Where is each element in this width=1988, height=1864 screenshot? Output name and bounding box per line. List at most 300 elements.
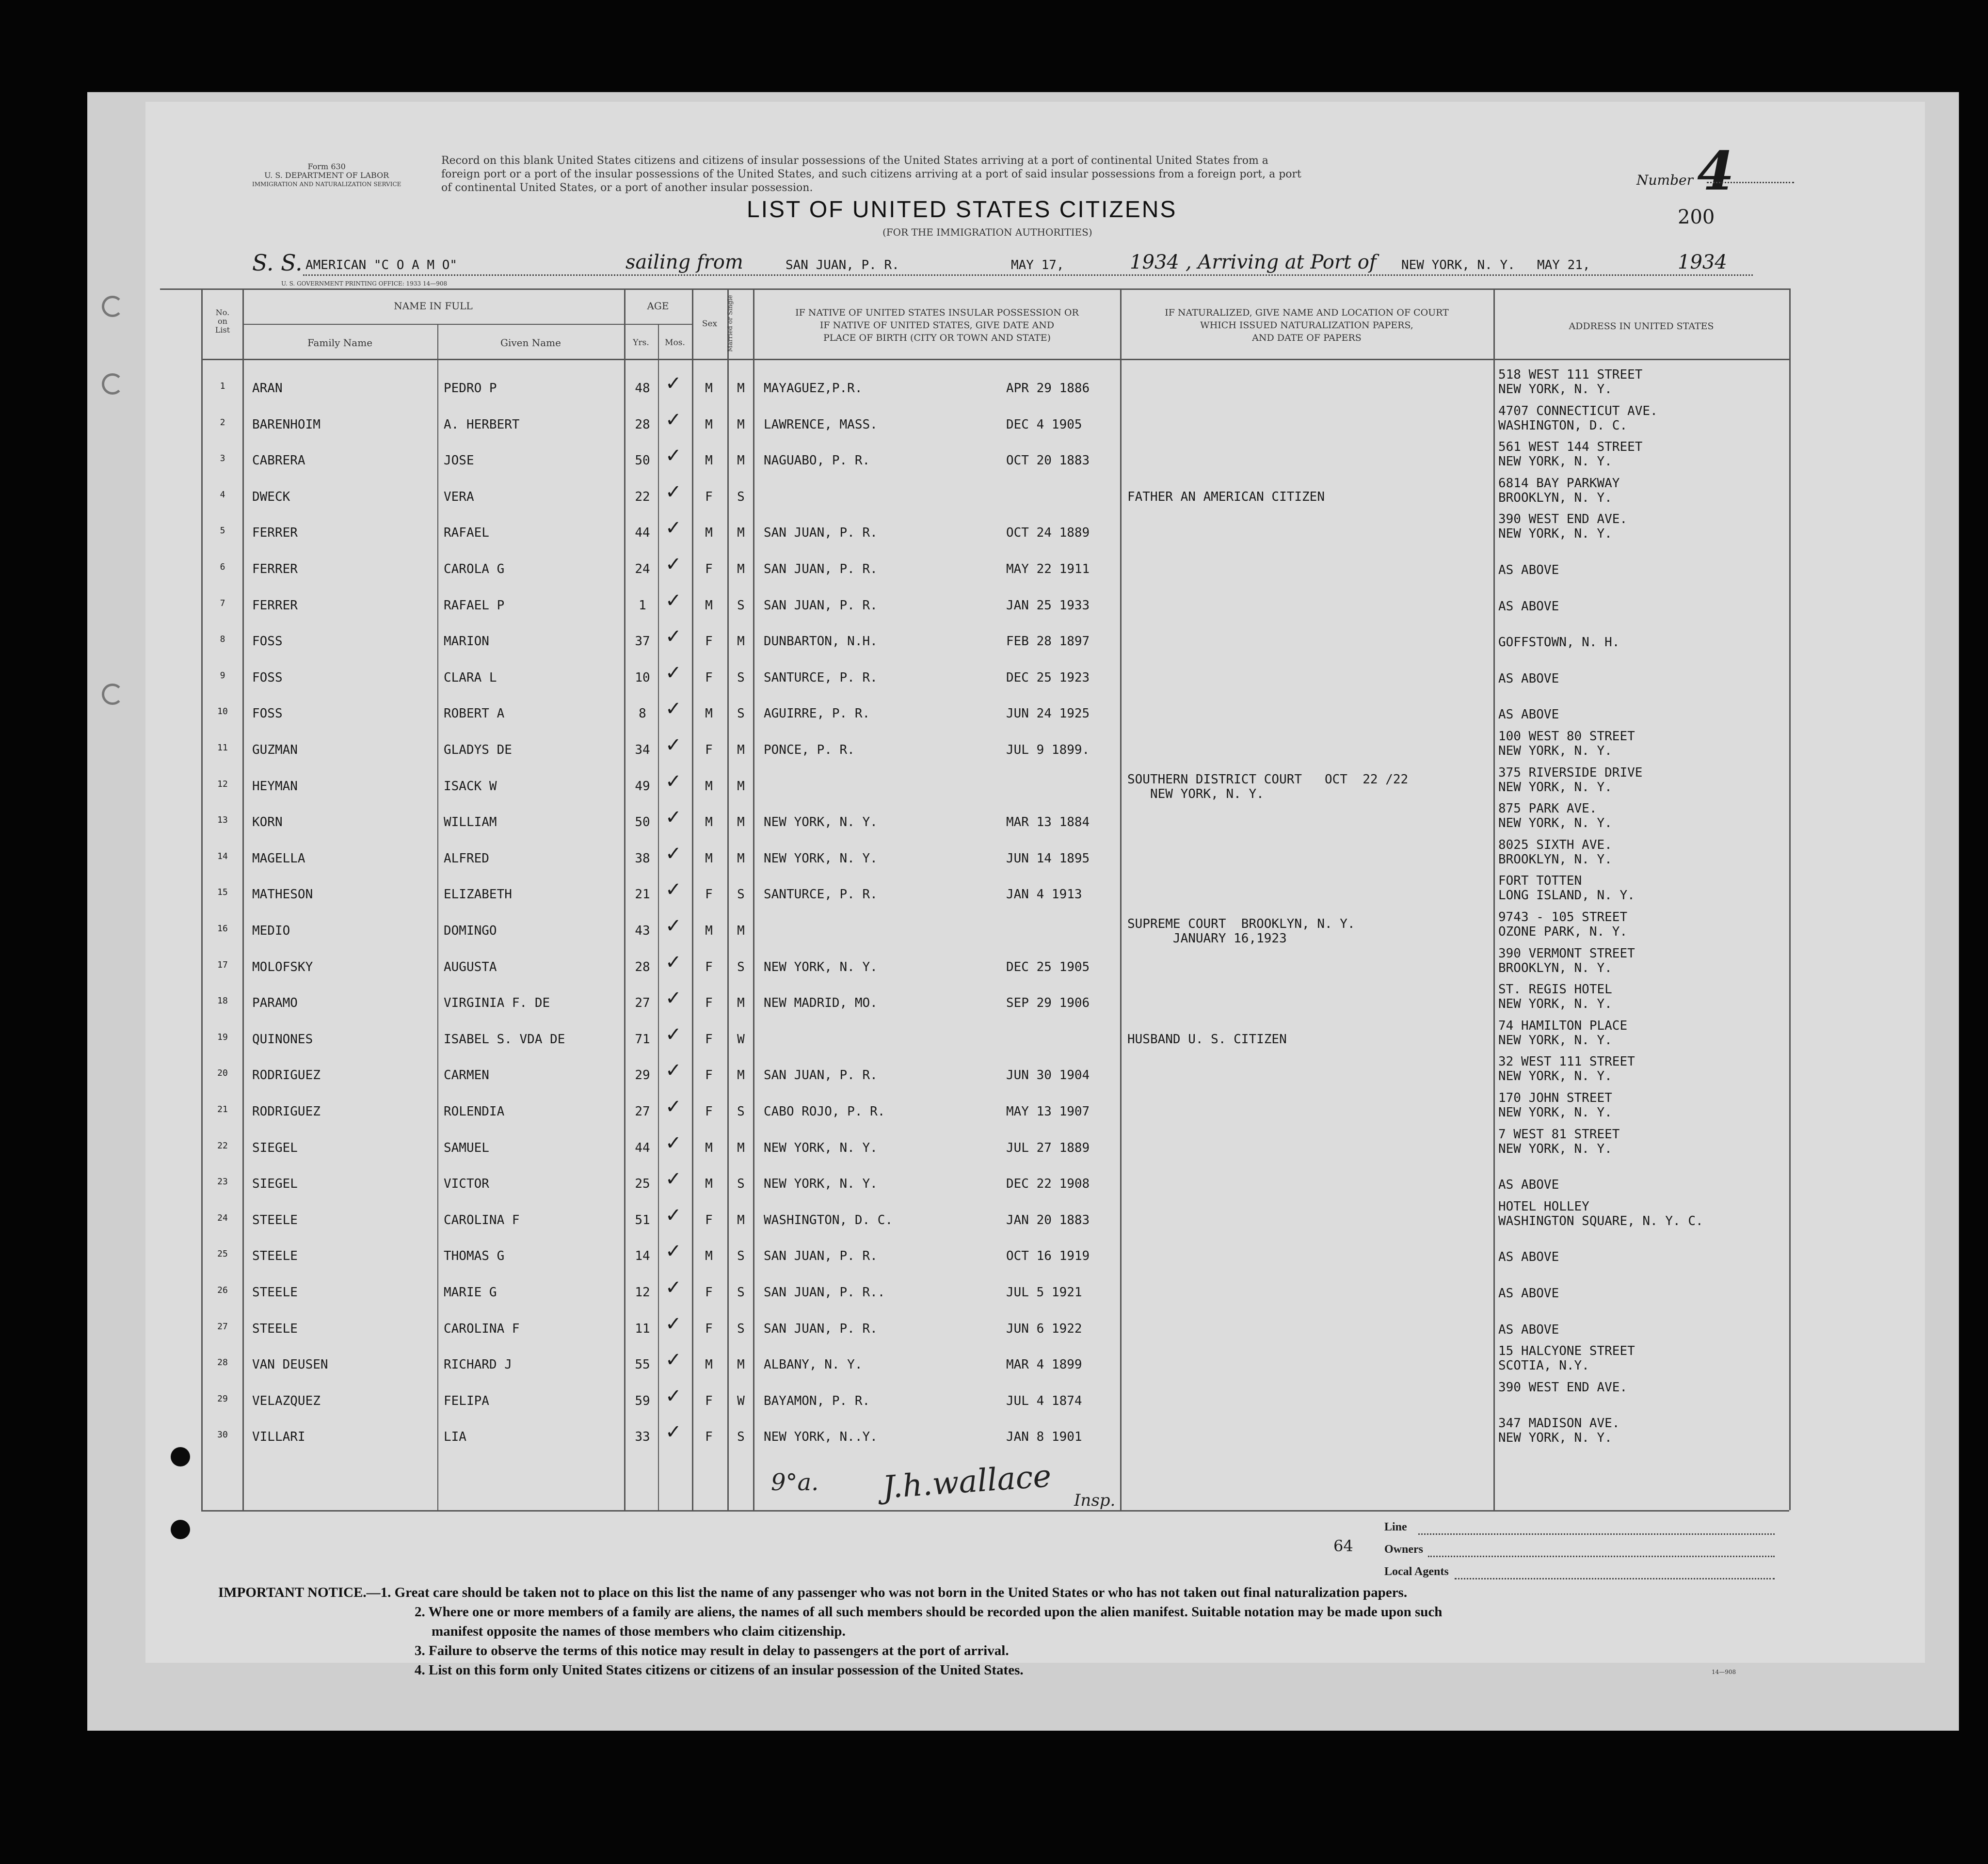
check-mark-icon: ✓ (665, 1096, 682, 1118)
col-rule (692, 288, 693, 1510)
row-number: 14 (217, 851, 228, 861)
marital-status: S (737, 887, 745, 902)
family-name: FERRER (252, 598, 298, 613)
row-number: 22 (217, 1140, 228, 1151)
address-line-2: NEW YORK, N. Y. (1498, 454, 1612, 469)
given-name: RAFAEL (444, 526, 489, 541)
address-line-2: AS ABOVE (1498, 1286, 1559, 1301)
sex: M (705, 417, 713, 432)
family-name: MEDIO (252, 924, 290, 938)
address-line-2: NEW YORK, N. Y. (1498, 816, 1612, 831)
sex: F (705, 1068, 713, 1083)
family-name: RODRIGUEZ (252, 1104, 321, 1119)
col-rule (658, 324, 659, 1510)
birth-place: NEW YORK, N..Y. (764, 1430, 878, 1445)
sex: M (705, 381, 713, 396)
sex: F (705, 489, 713, 504)
birth-date: DEC 4 1905 (1006, 417, 1082, 432)
family-name: STEELE (252, 1212, 298, 1227)
address-line-2: AS ABOVE (1498, 563, 1559, 577)
birth-place: NAGUABO, P. R. (764, 453, 870, 468)
sex: M (705, 924, 713, 938)
row-number: 20 (217, 1068, 228, 1079)
col-rule (242, 288, 244, 1510)
sex: M (705, 851, 713, 866)
owners-label: Owners (1384, 1543, 1423, 1556)
gpo-note: U. S. GOVERNMENT PRINTING OFFICE: 1933 14—908 (281, 280, 448, 287)
col-rule (753, 288, 754, 1510)
binder-ring-icon (102, 373, 123, 395)
address-line-1: 390 WEST END AVE. (1498, 1380, 1628, 1395)
col-rule (1120, 288, 1122, 1510)
address-line-1: 375 RIVERSIDE DRIVE (1498, 765, 1643, 780)
given-name: RICHARD J (444, 1357, 512, 1372)
voyage-rule (303, 274, 1753, 276)
sex: M (705, 1140, 713, 1155)
row-number: 5 (220, 526, 225, 536)
birth-date: JAN 4 1913 (1006, 887, 1082, 902)
address-line-1: 7 WEST 81 STREET (1498, 1127, 1620, 1142)
header-bottom-rule (201, 359, 1789, 360)
header-age: AGE (647, 300, 669, 312)
sex: M (705, 779, 713, 794)
age-years: 24 (635, 562, 650, 576)
address-line-1: 390 VERMONT STREET (1498, 946, 1635, 961)
row-number: 10 (217, 706, 228, 717)
address-line-1: 347 MADISON AVE. (1498, 1416, 1620, 1431)
birth-place: WASHINGTON, D. C. (764, 1212, 893, 1227)
naturalization: HUSBAND U. S. CITIZEN (1127, 1032, 1287, 1047)
row-number: 2 (220, 417, 225, 428)
check-mark-icon: ✓ (665, 878, 682, 901)
check-mark-icon: ✓ (665, 951, 682, 973)
age-years: 21 (635, 887, 650, 902)
address-line-2: AS ABOVE (1498, 1322, 1559, 1337)
row-number: 1 (220, 381, 225, 391)
marital-status: S (737, 1104, 745, 1119)
family-name: STEELE (252, 1285, 298, 1300)
age-years: 33 (635, 1430, 650, 1445)
check-mark-icon: ✓ (665, 372, 682, 395)
sailing-label: sailing from (625, 251, 743, 273)
birth-date: JAN 8 1901 (1006, 1430, 1082, 1445)
address-line-2: NEW YORK, N. Y. (1498, 780, 1612, 795)
address-line-1: 518 WEST 111 STREET (1498, 367, 1643, 382)
row-number: 6 (220, 562, 225, 572)
age-years: 50 (635, 453, 650, 468)
department: U. S. DEPARTMENT OF LABOR (264, 171, 389, 180)
row-number: 30 (217, 1430, 228, 1440)
family-name: QUINONES (252, 1032, 313, 1047)
age-years: 25 (635, 1177, 650, 1192)
birth-place: LAWRENCE, MASS. (764, 417, 878, 432)
sex: M (705, 598, 713, 613)
page-stamp: 200 (1678, 206, 1715, 228)
given-name: VERA (444, 489, 474, 504)
family-name: FERRER (252, 526, 298, 541)
marital-status: S (737, 489, 745, 504)
address-line-2: AS ABOVE (1498, 707, 1559, 722)
family-name: FERRER (252, 562, 298, 576)
birth-place: SANTURCE, P. R. (764, 670, 878, 685)
given-name: VICTOR (444, 1177, 489, 1192)
birth-place: NEW YORK, N. Y. (764, 1140, 878, 1155)
birth-place: DUNBARTON, N.H. (764, 634, 878, 649)
check-mark-icon: ✓ (665, 1059, 682, 1082)
given-name: VIRGINIA F. DE (444, 996, 550, 1011)
family-name: BARENHOIM (252, 417, 321, 432)
family-name: KORN (252, 815, 283, 830)
row-number: 27 (217, 1321, 228, 1332)
arrival-port: NEW YORK, N. Y. (1401, 258, 1515, 272)
address-line-2: WASHINGTON SQUARE, N. Y. C. (1498, 1213, 1703, 1228)
depart-date: MAY 17, (1011, 258, 1064, 272)
birth-place: SAN JUAN, P. R. (764, 526, 878, 541)
marital-status: M (737, 851, 745, 866)
birth-place: ALBANY, N. Y. (764, 1357, 863, 1372)
col-rule (1493, 288, 1495, 1510)
birth-date: MAR 4 1899 (1006, 1357, 1082, 1372)
form-subtitle: (FOR THE IMMIGRATION AUTHORITIES) (882, 226, 1092, 238)
age-years: 43 (635, 924, 650, 938)
page-number: 64 (1333, 1537, 1353, 1555)
age-years: 55 (635, 1357, 650, 1372)
age-years: 59 (635, 1393, 650, 1408)
sex: M (705, 526, 713, 541)
family-name: MATHESON (252, 887, 313, 902)
sex: M (705, 815, 713, 830)
header-family-name: Family Name (307, 337, 373, 349)
age-years: 29 (635, 1068, 650, 1083)
birth-date: SEP 29 1906 (1006, 996, 1090, 1011)
sex: F (705, 562, 713, 576)
given-name: GLADYS DE (444, 743, 512, 757)
col-rule (437, 324, 438, 1510)
birth-date: OCT 24 1889 (1006, 526, 1090, 541)
family-name: GUZMAN (252, 743, 298, 757)
given-name: LIA (444, 1430, 466, 1445)
sex: M (705, 1249, 713, 1264)
sex: F (705, 1321, 713, 1336)
check-mark-icon: ✓ (665, 1276, 682, 1299)
address-line-2: AS ABOVE (1498, 671, 1559, 686)
notice-title: IMPORTANT NOTICE.— (218, 1585, 381, 1600)
row-number: 26 (217, 1285, 228, 1295)
family-name: FOSS (252, 670, 283, 685)
signature-suffix: Insp. (1074, 1491, 1116, 1510)
owners-field (1428, 1556, 1775, 1557)
given-name: THOMAS G (444, 1249, 505, 1264)
sex: M (705, 706, 713, 721)
address-line-2: NEW YORK, N. Y. (1498, 1141, 1612, 1156)
family-name: RODRIGUEZ (252, 1068, 321, 1083)
address-line-1: 170 JOHN STREET (1498, 1091, 1612, 1105)
header-naturalized: IF NATURALIZED, GIVE NAME AND LOCATION OF COURT WHICH ISSUED NATURALIZATION PAPERS, AND DATE OF PAPERS (1165, 307, 1449, 343)
inspector-signature: J.h.wallace (881, 1458, 1053, 1506)
age-years: 50 (635, 815, 650, 830)
marital-status: S (737, 959, 745, 974)
age-years: 8 (639, 706, 646, 721)
address-line-2: BROOKLYN, N. Y. (1498, 852, 1612, 867)
address-line-1: ST. REGIS HOTEL (1498, 982, 1612, 997)
header-married-single: Married or Single (727, 295, 734, 352)
address-line-2: SCOTIA, N.Y. (1498, 1358, 1589, 1373)
marital-status: M (737, 743, 745, 757)
instruction-line: foreign port or a port of the insular possessions of the United States, and such citizens arriving at a port of said insular possessions from a foreign port, a port (441, 168, 1301, 180)
birth-place: SAN JUAN, P. R. (764, 1321, 878, 1336)
row-number: 11 (217, 743, 228, 753)
address-line-1: 875 PARK AVE. (1498, 801, 1597, 816)
row-number: 16 (217, 924, 228, 934)
from-port: SAN JUAN, P. R. (786, 258, 899, 272)
address-line-2: NEW YORK, N. Y. (1498, 1431, 1612, 1446)
address-line-2: NEW YORK, N. Y. (1498, 382, 1612, 397)
form-number: Form 630 (307, 162, 346, 171)
address-line-2: NEW YORK, N. Y. (1498, 526, 1612, 542)
birth-place: NEW YORK, N. Y. (764, 959, 878, 974)
sex: F (705, 1104, 713, 1119)
family-name: DWECK (252, 489, 290, 504)
given-name: ISABEL S. VDA DE (444, 1032, 565, 1047)
birth-date: JAN 25 1933 (1006, 598, 1090, 613)
marital-status: M (737, 562, 745, 576)
age-years: 10 (635, 670, 650, 685)
notice-1: 1. Great care should be taken not to place on this list the name of any passenger who was not born in the United States or who has not taken out final naturalization papers. (380, 1585, 1408, 1600)
marital-status: M (737, 381, 745, 396)
sex: F (705, 1032, 713, 1047)
row-number: 29 (217, 1393, 228, 1404)
check-mark-icon: ✓ (665, 915, 682, 937)
address-line-1: 74 HAMILTON PLACE (1498, 1018, 1628, 1033)
marital-status: M (737, 815, 745, 830)
family-name: STEELE (252, 1249, 298, 1264)
col-rule (1789, 288, 1791, 1510)
age-years: 28 (635, 959, 650, 974)
marital-status: S (737, 670, 745, 685)
given-name: AUGUSTA (444, 959, 497, 974)
birth-date: MAY 22 1911 (1006, 562, 1090, 576)
given-name: RAFAEL P (444, 598, 505, 613)
family-name: SIEGEL (252, 1140, 298, 1155)
age-years: 44 (635, 1140, 650, 1155)
sex: F (705, 1212, 713, 1227)
birth-date: JUL 9 1899. (1006, 743, 1090, 757)
header-birthplace: IF NATIVE OF UNITED STATES INSULAR POSSESSION OR IF NATIVE OF UNITED STATES, GIVE DATE AND PLACE OF BIRTH (CITY OR TOWN AND STATE) (795, 307, 1079, 343)
given-name: ROBERT A (444, 706, 505, 721)
address-line-1: 6814 BAY PARKWAY (1498, 476, 1620, 491)
ss-label: S. S. (252, 250, 303, 276)
address-line-2: NEW YORK, N. Y. (1498, 1069, 1612, 1084)
given-name: SAMUEL (444, 1140, 489, 1155)
birth-date: MAR 13 1884 (1006, 815, 1090, 830)
sex: F (705, 887, 713, 902)
header-name-in-full: NAME IN FULL (394, 300, 473, 312)
given-name: CAROLINA F (444, 1212, 520, 1227)
row-number: 23 (217, 1177, 228, 1187)
line-field (1418, 1533, 1775, 1535)
sex: F (705, 634, 713, 649)
birth-place: AGUIRRE, P. R. (764, 706, 870, 721)
check-mark-icon: ✓ (665, 625, 682, 648)
instructions (441, 154, 1301, 195)
family-name: FOSS (252, 706, 283, 721)
birth-date: JUL 5 1921 (1006, 1285, 1082, 1300)
row-number: 24 (217, 1212, 228, 1223)
inspector-initials: 9°a. (771, 1469, 819, 1496)
address-line-2: AS ABOVE (1498, 1250, 1559, 1265)
age-years: 27 (635, 1104, 650, 1119)
marital-status: M (737, 924, 745, 938)
address-line-1: 100 WEST 80 STREET (1498, 729, 1635, 744)
number-label: Number (1636, 172, 1693, 188)
given-name: CARMEN (444, 1068, 489, 1083)
family-name: HEYMAN (252, 779, 298, 794)
marital-status: M (737, 779, 745, 794)
marital-status: W (737, 1032, 745, 1047)
birth-place: SAN JUAN, P. R. (764, 1249, 878, 1264)
birth-date: JUN 6 1922 (1006, 1321, 1082, 1336)
notice-2-cont: manifest opposite the names of those members who claim citizenship. (432, 1624, 846, 1639)
form-code: 14—908 (1712, 1669, 1736, 1675)
marital-status: M (737, 417, 745, 432)
naturalization: SUPREME COURT BROOKLYN, N. Y. JANUARY 16,1923 (1127, 917, 1355, 946)
form-title: LIST OF UNITED STATES CITIZENS (747, 197, 1177, 223)
naturalization: SOUTHERN DISTRICT COURT OCT 22 /22 NEW YORK, N. Y. (1127, 772, 1409, 801)
check-mark-icon: ✓ (665, 408, 682, 431)
given-name: WILLIAM (444, 815, 497, 830)
age-years: 28 (635, 417, 650, 432)
birth-place: SAN JUAN, P. R. (764, 562, 878, 576)
given-name: MARIE G (444, 1285, 497, 1300)
arriving-label: , Arriving at Port of (1186, 251, 1377, 273)
header-given-name: Given Name (500, 337, 561, 349)
check-mark-icon: ✓ (665, 480, 682, 503)
family-name: VELAZQUEZ (252, 1393, 321, 1408)
family-name: MOLOFSKY (252, 959, 313, 974)
row-number: 28 (217, 1357, 228, 1368)
check-mark-icon: ✓ (665, 806, 682, 829)
row-number: 18 (217, 996, 228, 1006)
table-bottom-rule (201, 1510, 1789, 1512)
birth-place: SAN JUAN, P. R. (764, 598, 878, 613)
address-line-2: NEW YORK, N. Y. (1498, 1105, 1612, 1120)
address-line-1: 9743 - 105 STREET (1498, 910, 1628, 924)
address-line-2: WASHINGTON, D. C. (1498, 418, 1628, 433)
birth-place: MAYAGUEZ,P.R. (764, 381, 863, 396)
given-name: CAROLA G (444, 562, 505, 576)
birth-date: JUN 24 1925 (1006, 706, 1090, 721)
instruction-line: Record on this blank United States citizens and citizens of insular possessions of the United States arriving at a port of continental United States from a (441, 155, 1268, 167)
marital-status: M (737, 1140, 745, 1155)
row-number: 21 (217, 1104, 228, 1115)
agents-field (1455, 1578, 1775, 1579)
check-mark-icon: ✓ (665, 770, 682, 793)
address-line-1: 390 WEST END AVE. (1498, 512, 1628, 527)
ship-name: AMERICAN "C O A M O" (305, 258, 458, 272)
check-mark-icon: ✓ (665, 1204, 682, 1227)
birth-date: JUL 4 1874 (1006, 1393, 1082, 1408)
col-rule (624, 288, 625, 1510)
notice-4: 4. List on this form only United States citizens or citizens of an insular possession of the United States. (415, 1662, 1024, 1678)
given-name: A. HERBERT (444, 417, 520, 432)
family-name: VAN DEUSEN (252, 1357, 328, 1372)
sex: F (705, 670, 713, 685)
given-name: PEDRO P (444, 381, 497, 396)
age-years: 11 (635, 1321, 650, 1336)
age-years: 44 (635, 526, 650, 541)
punch-hole-icon (171, 1447, 190, 1466)
family-name: MAGELLA (252, 851, 305, 866)
check-mark-icon: ✓ (665, 661, 682, 684)
check-mark-icon: ✓ (665, 734, 682, 756)
age-years: 48 (635, 381, 650, 396)
birth-date: APR 29 1886 (1006, 381, 1090, 396)
sex: M (705, 453, 713, 468)
birth-place: NEW YORK, N. Y. (764, 851, 878, 866)
age-years: 14 (635, 1249, 650, 1264)
birth-date: JUL 27 1889 (1006, 1140, 1090, 1155)
sex: F (705, 1393, 713, 1408)
row-number: 9 (220, 670, 225, 681)
family-name: ARAN (252, 381, 283, 396)
address-line-2: AS ABOVE (1498, 1178, 1559, 1193)
birth-date: JAN 20 1883 (1006, 1212, 1090, 1227)
marital-status: S (737, 1321, 745, 1336)
check-mark-icon: ✓ (665, 1168, 682, 1191)
family-name: CABRERA (252, 453, 305, 468)
birth-place: SAN JUAN, P. R. (764, 1068, 878, 1083)
birth-date: MAY 13 1907 (1006, 1104, 1090, 1119)
birth-place: SANTURCE, P. R. (764, 887, 878, 902)
row-number: 12 (217, 779, 228, 789)
age-years: 1 (639, 598, 646, 613)
row-number: 4 (220, 489, 225, 500)
marital-status: M (737, 1357, 745, 1372)
check-mark-icon: ✓ (665, 553, 682, 575)
address-line-1: 8025 SIXTH AVE. (1498, 837, 1612, 852)
address-line-2: BROOKLYN, N. Y. (1498, 490, 1612, 505)
marital-status: S (737, 706, 745, 721)
birth-date: DEC 22 1908 (1006, 1177, 1090, 1192)
header-no: No. on List (215, 308, 230, 335)
notice-3: 3. Failure to observe the terms of this notice may result in delay to passengers at the port of arrival. (415, 1643, 1009, 1658)
header-address: ADDRESS IN UNITED STATES (1569, 321, 1714, 332)
given-name: FELIPA (444, 1393, 489, 1408)
check-mark-icon: ✓ (665, 1312, 682, 1335)
address-line-2: OZONE PARK, N. Y. (1498, 924, 1628, 939)
given-name: ALFRED (444, 851, 489, 866)
row-number: 17 (217, 959, 228, 970)
address-line-2: AS ABOVE (1498, 599, 1559, 614)
given-name: ELIZABETH (444, 887, 512, 902)
family-name: PARAMO (252, 996, 298, 1011)
address-line-2: LONG ISLAND, N. Y. (1498, 888, 1635, 903)
sex: M (705, 1357, 713, 1372)
binder-ring-icon (102, 684, 123, 705)
col-rule (201, 288, 203, 1510)
birth-date: JUN 30 1904 (1006, 1068, 1090, 1083)
birth-place: NEW MADRID, MO. (764, 996, 878, 1011)
notice-2: 2. Where one or more members of a family are aliens, the names of all such members should be recorded upon the alien manifest. Suitable notation may be made upon such (415, 1604, 1443, 1620)
age-years: 34 (635, 743, 650, 757)
naturalization: FATHER AN AMERICAN CITIZEN (1127, 489, 1325, 504)
family-name: SIEGEL (252, 1177, 298, 1192)
sex: F (705, 1285, 713, 1300)
arrival-date: MAY 21, (1537, 258, 1590, 272)
address-line-1: FORT TOTTEN (1498, 874, 1582, 889)
birth-place: NEW YORK, N. Y. (764, 815, 878, 830)
agents-label: Local Agents (1384, 1565, 1449, 1578)
